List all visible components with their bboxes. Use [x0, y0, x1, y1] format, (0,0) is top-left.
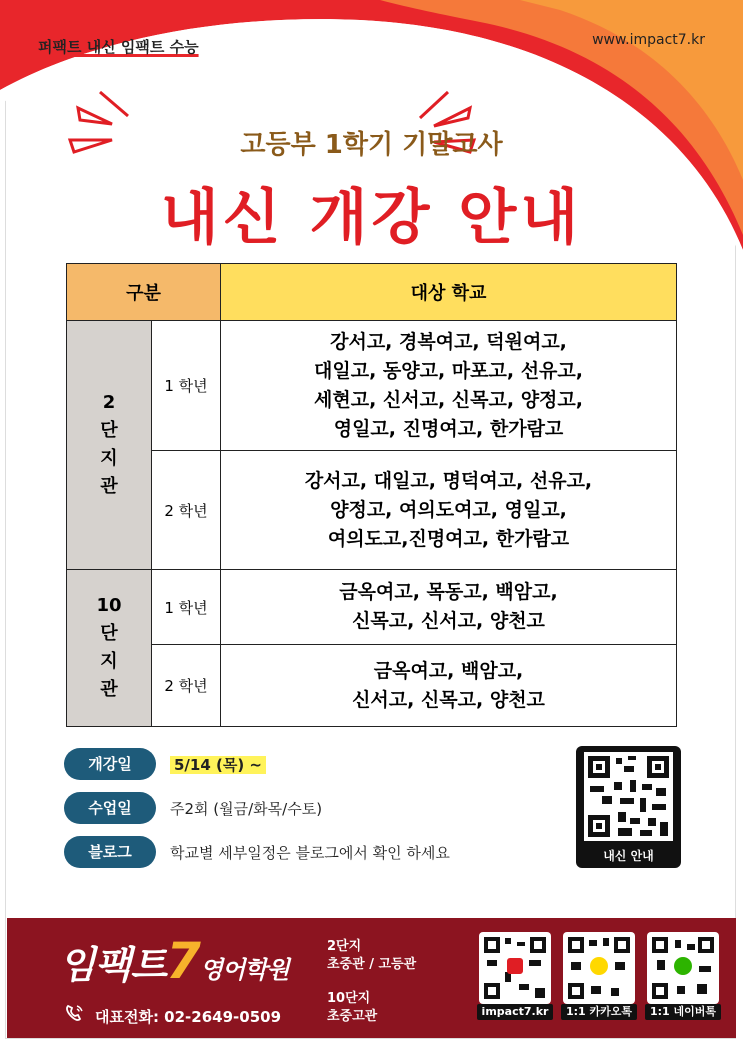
- start-date-pill: 개강일: [64, 748, 156, 780]
- table-row: [67, 645, 677, 727]
- table-header-row: [67, 264, 677, 321]
- phone-icon: [65, 1004, 85, 1026]
- schools-cell: 금옥여고, 목동고, 백암고, 신목고, 신서고, 양천고: [221, 570, 677, 645]
- table-row: [67, 451, 677, 570]
- tagline: 퍼팩트 내신 임팩트 수능: [38, 38, 199, 56]
- campus-10danji: 10 단 지 관: [67, 570, 152, 727]
- start-date-value: 5/14 (목) ~: [170, 754, 266, 775]
- campus1-desc: 초중관 / 고등관: [327, 957, 417, 972]
- academy-logo: 임팩트7영어학원: [59, 932, 289, 990]
- blog-pill[interactable]: 블로그: [64, 836, 156, 868]
- qr-caption: 내신 안내: [603, 849, 654, 863]
- table-row: [67, 321, 677, 451]
- qr-code-icon: [479, 932, 551, 1004]
- qr-navertalk[interactable]: [647, 932, 719, 1016]
- schools-cell: 강서고, 대일고, 명덕여고, 선유고, 양정고, 여의도여고, 영일고, 여의도고,진명여고, 한가람고: [221, 451, 677, 570]
- campus-2danji: 2 단 지 관: [67, 321, 152, 570]
- campus1-name: 2단지: [327, 939, 362, 954]
- class-days-pill: 수업일: [64, 792, 156, 824]
- class-days-value: 주2회 (월금/화목/수토): [170, 800, 323, 818]
- school-schedule-table: [66, 263, 677, 727]
- qr-kakaotalk[interactable]: [563, 932, 635, 1016]
- grade-cell: 1 학년: [152, 570, 221, 645]
- campus2-desc: 초중고관: [327, 1009, 378, 1024]
- website-link[interactable]: www.impact7.kr: [592, 32, 705, 48]
- qr-code-icon: [584, 752, 673, 841]
- grade-cell: 1 학년: [152, 321, 221, 451]
- footer: [7, 918, 736, 1038]
- qr-code-notice[interactable]: [576, 746, 681, 868]
- qr-kakaotalk-label: 1:1 카카오톡: [561, 1004, 637, 1020]
- qr-code-icon: [563, 932, 635, 1004]
- header-schools: 대상 학교: [221, 264, 677, 321]
- phone-number[interactable]: 대표전화: 02-2649-0509: [65, 1004, 281, 1027]
- notice-subtitle: 고등부 1학기 기말고사: [240, 130, 503, 160]
- campus-list: [327, 938, 416, 1026]
- qr-navertalk-label: 1:1 네이버톡: [645, 1004, 721, 1020]
- blog-value: 학교별 세부일정은 블로그에서 확인 하세요: [170, 844, 450, 862]
- grade-cell: 2 학년: [152, 645, 221, 727]
- schools-cell: 금옥여고, 백암고, 신서고, 신목고, 양천고: [221, 645, 677, 727]
- grade-cell: 2 학년: [152, 451, 221, 570]
- qr-code-icon: [647, 932, 719, 1004]
- qr-website[interactable]: [479, 932, 551, 1016]
- table-row: [67, 570, 677, 645]
- campus2-name: 10단지: [327, 991, 371, 1006]
- header-category: 구분: [67, 264, 221, 321]
- notice-title: 내신 개강 안내: [160, 183, 583, 253]
- schools-cell: 강서고, 경복여고, 덕원여고, 대일고, 동양고, 마포고, 선유고, 세현고, 신서고, 신목고, 양정고, 영일고, 진명여고, 한가람고: [221, 321, 677, 451]
- qr-website-label: impact7.kr: [477, 1004, 553, 1020]
